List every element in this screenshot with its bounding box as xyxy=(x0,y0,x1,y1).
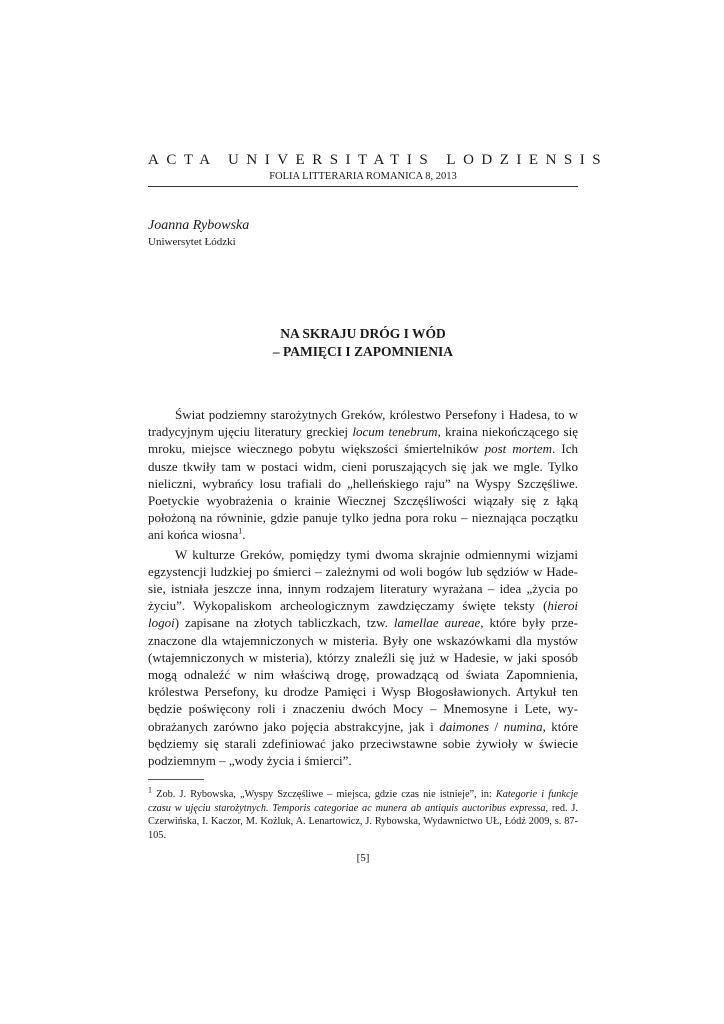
paragraph-1-text-4: . xyxy=(242,527,246,543)
paragraph-1-italic-1: locum tenebrum xyxy=(352,424,438,440)
paragraph-2-italic-2: lamellae aureae xyxy=(393,615,481,631)
article-title-line-1: NA SKRAJU DRÓG I WÓD xyxy=(280,326,446,341)
footnote-text-1: Zob. J. Rybowska, „Wyspy Szczęśliwe – miejsca, gdzie czas nie istnieje”, in: xyxy=(152,789,496,800)
footnote-1 xyxy=(148,785,579,842)
paragraph-1-italic-2: post mortem xyxy=(484,441,553,457)
paragraph-1-text-1: Świat podziemny starożytnych Greków, królestwo Persefony i Hadesa, to w tradycyjnym ujęciu literatury greckiej xyxy=(148,407,578,440)
article-body xyxy=(148,406,578,769)
paragraph-1 xyxy=(148,406,578,544)
page-number: [5] xyxy=(356,852,370,864)
footnote-ref-1[interactable]: 1 xyxy=(238,527,243,537)
footnote-italic-1: Kategorie i funkcje czasu w ujęciu starożytnych. Temporis categoriae ac munera ab antiquis auctoribus expressa xyxy=(148,789,579,814)
paragraph-2-text-2: ) zapisane na złotych tabliczkach, tzw. xyxy=(174,615,394,631)
paragraph-2-text-5: , które będziemy się starali zdefiniować jako przeciwstawne sobie żywioły w świecie podziemnym – „wody życia i śmierci”. xyxy=(148,718,578,769)
author-affiliation: Uniwersytet Łódzki xyxy=(148,236,236,248)
paragraph-2-italic-3: daimones xyxy=(439,718,490,734)
paragraph-2-text-3: , które były przeznaczone dla wtajemniczonych w misteria. Były one wskazówkami dla mystów (wtajemniczonych w misteria), którzy znaleźli się już w Hadesie, w jaki sposób mogą odnaleźć w nim właściwą drogę, prowadzącą od świata Zapomnienia, królestwa Persefony, ku drodze Pamięci i Wysp Błogosławionych. Artykuł ten będzie poświęcony roli i znaczeniu dwóch Mocy – Mnemosyne i Lete, wyobrażanych zarówno jako pojęcia abstrakcyjne, jak i xyxy=(148,615,578,734)
paragraph-1-text-3: . Ich dusze tkwiły tam w postaci widm, cieni poruszających się jak we mgle. Tylko nieliczni, wybrańcy losu trafiali do „helleńskiego raju” na Wyspy Szczęśliwe. Poetyckie wyobrażenia o krainie Wiecznej Szczęśliwości wiązały się z łąką położoną na równinie, gdzie panuje tylko jedna pora roku – nieznająca początku ani końca wiosna xyxy=(148,441,578,543)
article-title-line-2: – PAMIĘCI I ZAPOMNIENIA xyxy=(272,344,454,359)
footnote-divider xyxy=(148,779,204,780)
paragraph-1-text-2: , kraina niekończącego się mroku, miejsce wiecznego pobytu większości śmiertelników xyxy=(148,424,578,457)
footnote-text-2: , red. J. Czerwińska, I. Kaczor, M. Kożluk, A. Lenartowicz, J. Rybowska, Wydawnictwo UŁ, Łódź 2009, s. 87-105. xyxy=(148,802,578,841)
header-divider xyxy=(148,186,578,187)
paragraph-2-italic-1: hieroi logoi xyxy=(148,598,578,631)
article-title xyxy=(148,325,578,361)
footnote-number: 1 xyxy=(148,785,152,795)
paragraph-2 xyxy=(148,546,578,770)
journal-title: ACTA UNIVERSITATIS LODZIENSIS xyxy=(148,152,609,168)
paragraph-2-text-4: / xyxy=(489,718,504,734)
paragraph-2-italic-4: numina xyxy=(503,718,543,734)
paragraph-2-text-1: W kulturze Greków, pomiędzy tymi dwoma skrajnie odmiennymi wizjami egzystencji ludzkiej po śmierci – zależnymi od woli bogów lub sędziów w Hadesie, istniała jeszcze inna, innym rodzajem literatury wyrażana – idea „życia po życiu”. Wykopaliskom archeologicznym zawdzięczamy święte teksty ( xyxy=(148,546,578,614)
journal-subtitle: FOLIA LITTERARIA ROMANICA 8, 2013 xyxy=(269,171,457,182)
author-name: Joanna Rybowska xyxy=(148,218,250,233)
